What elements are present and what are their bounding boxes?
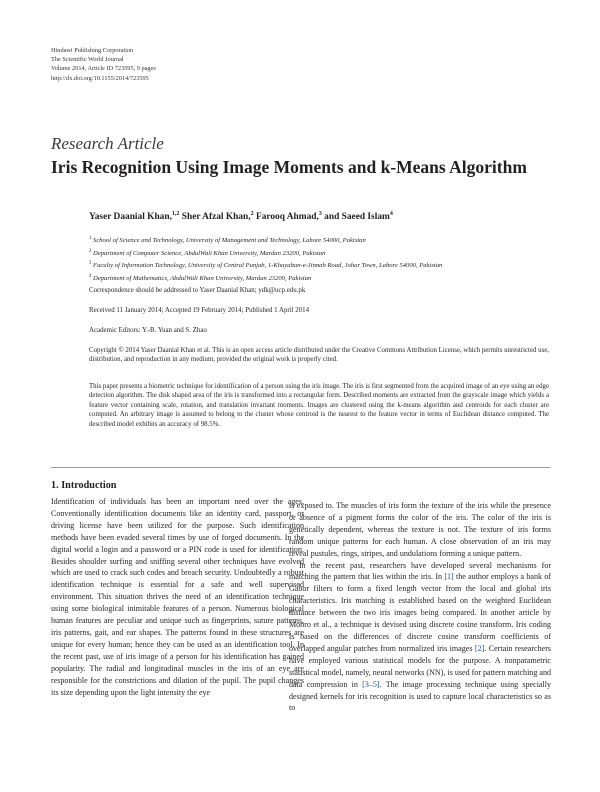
author-name: Farooq Ahmad, — [253, 212, 319, 223]
affiliation — [89, 259, 442, 272]
body-paragraph: is exposed to. The muscles of iris form the texture of the iris while the presence or absence of a pigment forms the color of the iris. The color of the iris is genetically dependent, whereas the texture is not. The texture of iris forms random unique patterns for each human. A close observation of an iris may reveal pustules, rings, stripes, and undulations forming a unique pattern. — [289, 501, 551, 558]
journal-info — [51, 46, 156, 83]
author-name: Yaser Daanial Khan, — [89, 212, 172, 223]
author-affil-sup: 1,2 — [171, 211, 180, 217]
volume-info: Volume 2014, Article ID 723595, 9 pages — [51, 65, 156, 73]
abstract: This paper presents a biometric technique for identification of a person using the iris image. The iris is first segmented from the acquired image of an eye using an edge detection algorithm. The disk shaped area of the iris is transformed into a rectangular form. Described moments are extracted from the grayscale image which yields a feature vector containing scale, rotation, and translation invariant moments. Images are clustered using the k-means algorithm and centroids for each cluster are computed. An arbitrary image is assumed to belong to the cluster whose centroid is the nearest to the feature vector in terms of Euclidean distance computed. The described model exhibits an accuracy of 98.5%. — [89, 383, 549, 428]
text-run: . The image processing technique using specially designed kernels for iris recognition is used to capture local characteristics so as to — [289, 679, 551, 713]
affiliation — [89, 272, 442, 285]
affiliation-text: School of Science and Technology, University of Management and Technology, Lahore 54000, Pakistan — [91, 237, 366, 245]
affiliation — [89, 247, 442, 260]
doi-link[interactable]: http://dx.doi.org/10.1155/2014/723595 — [51, 74, 149, 82]
author-affil-sup: 2 — [250, 211, 254, 217]
affiliation-text: Faculty of Information Technology, University of Central Punjab, 1-Khayaban-e-Jinnah Road, Johar Town, Lahore 54000, Pakistan — [91, 262, 443, 270]
text-run: . Certain researchers have employed various statistical models for the purpose. A nonparametric statistical model, namely, neural networks (NN), is used for pattern matching and data compression in — [289, 643, 552, 689]
paper-title: Iris Recognition Using Image Moments and k-Means Algorithm — [51, 157, 527, 177]
author-name: and Saeed Islam — [321, 212, 390, 223]
citation-link[interactable]: [1] — [444, 572, 454, 582]
author-affil-sup: 3 — [318, 211, 322, 217]
journal-name: The Scientific World Journal — [51, 56, 124, 64]
affiliation-number: 1 — [89, 236, 92, 241]
body-paragraph: Identification of individuals has been an important need over the ages. Conventionally identification documents like an identity card, passport, or driving license have been utilized for the purpose. Such identification methods have been evaded several times by use of forged documents. In the digital world a login and a password or a PIN code is used for identification. Besides shoulder surfing and sniffing several other techniques have evolved which are used to crack such codes and breach security. Undoubtedly a robust identification technique is essential for a safe and well supervised environment. This situation thrives the need of an identification technique using some biological inimitable features of a person. Numerous biological human features are peculiar and unique such as fingerprints, suture patterns, iris patterns, gait, and ear shapes. The patterns found in these structures are unique for every human; hence they can be used as an identification tool. In the recent past, use of iris image of a person for his identification has gained popularity. The radial and longitudinal muscles in the iris of an eye are responsible for the constrictions and dilation of the pupil. The pupil changes its size depending upon the light intensity the eye — [51, 497, 304, 697]
copyright-notice: Copyright © 2014 Yaser Daanial Khan et al. This is an open access article distributed under the Creative Commons Attribution License, which permits unrestricted use, distribution, and reproduction in any medium, provided the original work is properly cited. — [89, 347, 549, 364]
publisher: Hindawi Publishing Corporation — [51, 47, 134, 54]
article-dates: Received 11 January 2014; Accepted 19 February 2014; Published 1 April 2014 — [89, 307, 310, 314]
affiliation-text: Department of Mathematics, AbdulWali Khan University, Mardan 23200, Pakistan — [91, 275, 312, 283]
author-name: Sher Afzal Khan, — [179, 212, 251, 223]
correspondence: Correspondence should be addressed to Yaser Daanial Khan; ydk@ucp.edu.pk — [89, 287, 306, 294]
body-paragraph — [289, 560, 551, 715]
author-affil-sup: 4 — [389, 211, 393, 217]
text-run: the author employs a bank of Gabor filters to form a fixed length vector from the local and global iris characteristics. Iris matching is established based on the weighted Euclidean distance between the two iris images being compared. In another article by Monro et al., a technique is devised using discrete cosine transform. Iris coding is based on the differences of discrete cosine transform coefficients of overlapped angular patches from normalized iris images — [289, 572, 551, 653]
affiliation-number: 2 — [89, 248, 92, 254]
affiliations — [89, 234, 442, 285]
right-column — [289, 500, 551, 714]
text-run: In the recent past, researchers have developed several mechanisms for matching the pattern that lies within the iris. In — [289, 560, 551, 582]
left-column — [51, 496, 304, 698]
affiliation-text: Department of Computer Science, AbdulWali Khan University, Mardan 23200, Pakistan — [91, 249, 326, 257]
affiliation-number: 4 — [89, 274, 92, 280]
section-divider — [51, 467, 550, 468]
section-heading: 1. Introduction — [51, 480, 117, 491]
affiliation-number: 3 — [89, 261, 92, 267]
academic-editors: Academic Editors: Y.-B. Yuan and S. Zhao — [89, 327, 207, 334]
citation-link[interactable]: [3–5] — [362, 679, 380, 689]
author-list — [89, 211, 393, 222]
affiliation — [89, 234, 442, 247]
citation-link[interactable]: [2] — [474, 643, 485, 653]
article-type: Research Article — [51, 134, 164, 153]
